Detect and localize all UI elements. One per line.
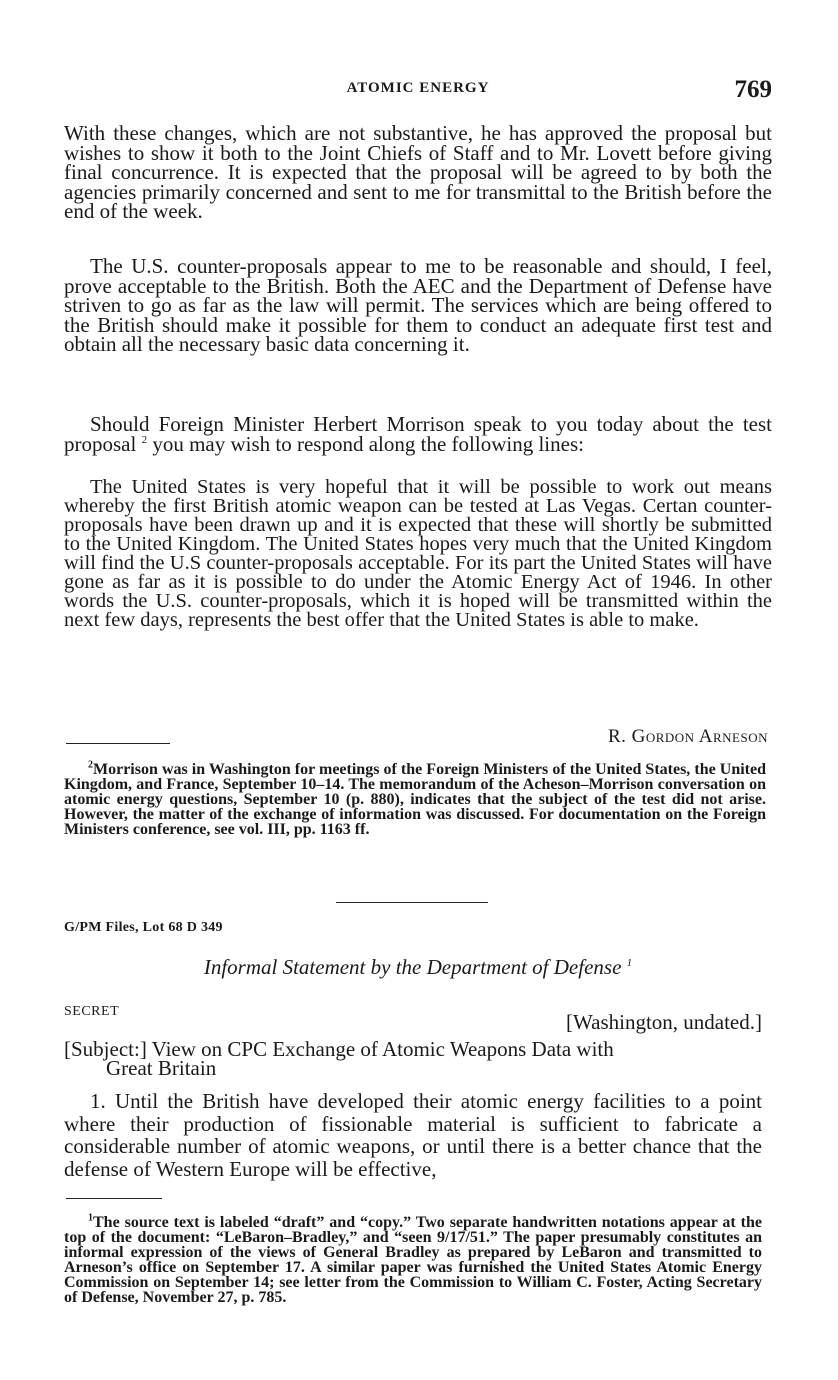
paragraph-3-text-a: Should Foreign Minister Herbert Morrison speak to you today about the test proposal xyxy=(64,412,772,456)
quoted-response: The United States is very hopeful that it will be possible to work out means whereby the first British atomic weapon can be tested at Las Vegas. Certan counter-proposals have been drawn up and it is expected that these will shortly be submitted to the United Kingdom. The United States hopes very much that the United Kingdom will find the U.S counter-proposals acceptable. For its part the United States will have gone as far as it is possible to do under the Atomic Energy Act of 1946. In other words the U.S. counter-proposals, which it is hoped will be transmitted within the next few days, represents the best offer that the United States is able to make. xyxy=(64,476,772,631)
document-source: G/PM Files, Lot 68 D 349 xyxy=(64,920,223,935)
classification-label: SECRET xyxy=(64,1004,120,1019)
place-date: [Washington, undated.] xyxy=(565,1010,762,1034)
page-header xyxy=(64,76,772,108)
body-paragraph-2: The U.S. counter-proposals appear to me to be reasonable and should, I feel, prove acceptable to the British. Both the AEC and the Department of Defense have striven to go as far as the law will permit. The services which are being offered to the British should make it possible for them to conduct an adequate first test and obtain all the necessary basic data concerning it. xyxy=(64,254,772,356)
footnote-mark: 1 xyxy=(88,1212,93,1224)
document-title-text: Informal Statement by the Department of Defense xyxy=(203,955,622,979)
footnote-mark: 2 xyxy=(88,759,93,771)
running-title: ATOMIC ENERGY xyxy=(346,80,490,96)
footnote-text: Morrison was in Washington for meetings of the Foreign Ministers of the United States, the United Kingdom, and France, September 10–14. The memorandum of the Acheson–Morrison conversation on atomic energy questions, September 10 (p. 880), indicates that the subject of the test did not arise. However, the matter of the exchange of information was discussed. For documentation on the Foreign Ministers conference, see vol. III, pp. 1163 ff. xyxy=(64,761,766,838)
footnote-rule xyxy=(66,1198,162,1199)
document-page xyxy=(64,0,772,1380)
footnote-2 xyxy=(64,759,766,838)
section-divider xyxy=(336,902,488,903)
footnote-reference-1: 1 xyxy=(626,957,633,969)
document-title xyxy=(64,955,772,980)
signature: R. Gordon Arneson xyxy=(607,726,768,747)
body-paragraph-3 xyxy=(64,412,772,456)
body-paragraph-1: With these changes, which are not substantive, he has approved the proposal but wishes to show it both to the Joint Chiefs of Staff and to Mr. Lovett before giving final concurrence. It is expected that the proposal will be agreed to by both the agencies primarily concerned and sent to me for transmittal to the British before the end of the week. xyxy=(64,121,772,223)
subject-line xyxy=(64,1037,764,1080)
footnote-rule xyxy=(66,743,170,744)
page-number: 769 xyxy=(734,76,772,103)
document-paragraph-1: 1. Until the British have developed their atomic energy facilities to a point where their production of fissionable material is sufficient to fabricate a considerable number of atomic weapons, or until there is a better chance that the defense of Western Europe will be effective, xyxy=(64,1089,762,1181)
footnote-1 xyxy=(64,1212,762,1306)
subject-line-1: [Subject:] View on CPC Exchange of Atomic Weapons Data with xyxy=(64,1037,614,1061)
footnote-reference-2: 2 xyxy=(141,433,148,446)
footnote-text: The source text is labeled “draft” and “copy.” Two separate handwritten notations appear at the top of the document: “LeBaron–Bradley,” and “seen 9/17/51.” The paper presumably constitutes an informal expression of the views of General Bradley as prepared by LeBaron and transmitted to Arneson’s office on September 17. A similar paper was furnished the United States Atomic Energy Commission on September 14; see letter from the Commission to William C. Foster, Acting Secretary of Defense, November 27, p. 785. xyxy=(64,1214,762,1306)
paragraph-3-text-b: you may wish to respond along the following lines: xyxy=(147,431,584,456)
subject-line-2: Great Britain xyxy=(106,1056,217,1080)
